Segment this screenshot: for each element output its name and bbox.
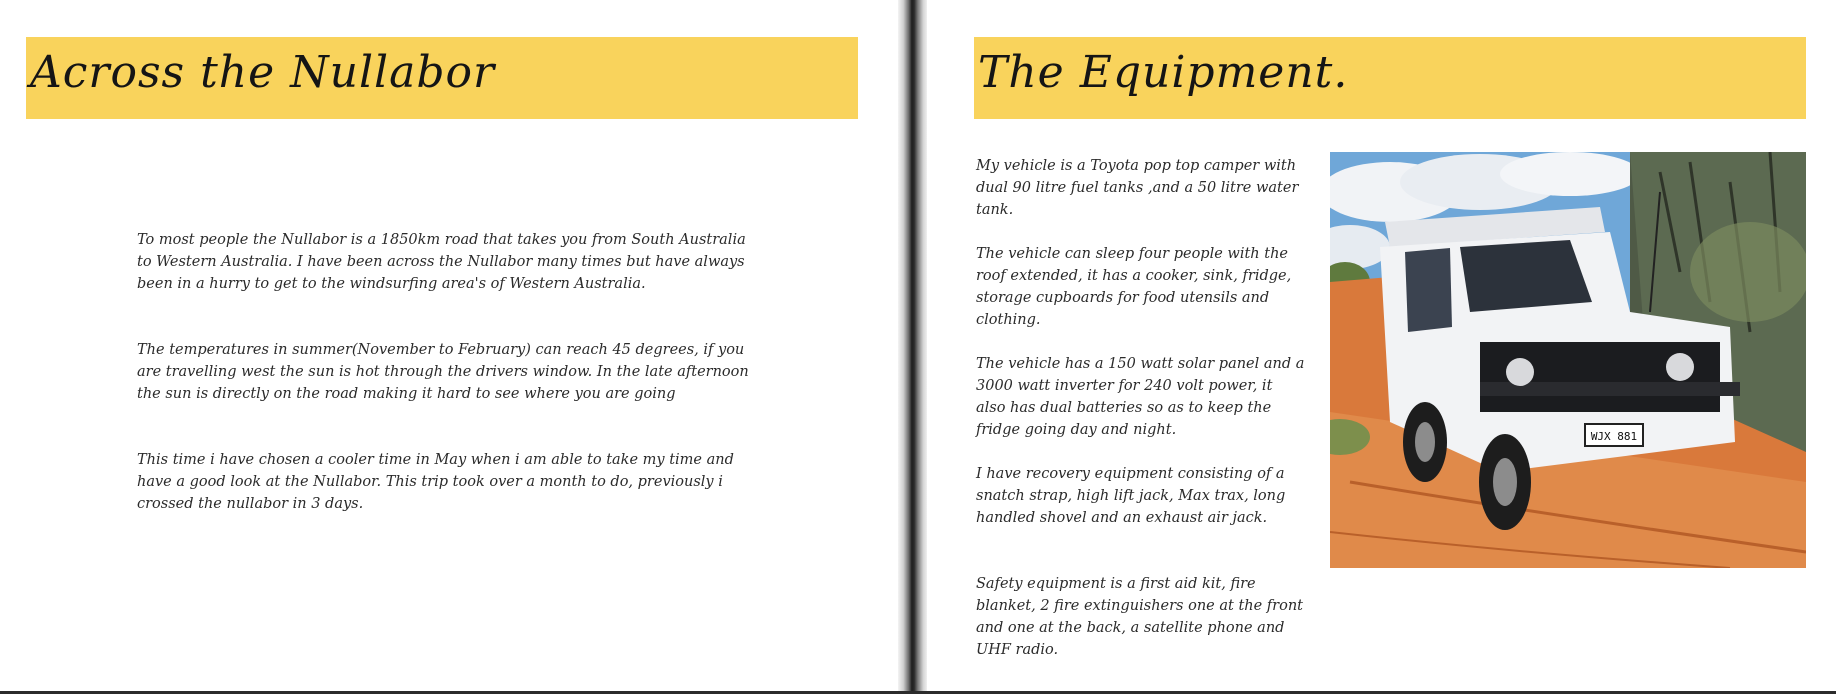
left-paragraph-2: The temperatures in summer(November to February) can reach 45 degrees, if you are travelling west the sun is hot through the drivers window. In the late afternoon the sun is directly on the road making it hard to see where you are going — [137, 342, 749, 402]
toyota-camper-photo — [1330, 152, 1806, 568]
book-spine — [898, 0, 928, 694]
right-title-band — [974, 37, 1806, 119]
right-paragraph-4: I have recovery equipment consisting of a snatch strap, high lift jack, Max trax, long handled shovel and an exhaust air jack. — [976, 466, 1286, 526]
left-page-title: Across the Nullabor — [30, 47, 496, 98]
left-page — [0, 0, 900, 691]
right-page — [927, 0, 1836, 691]
right-paragraph-2: The vehicle can sleep four people with the roof extended, it has a cooker, sink, fridge, storage cupboards for food utensils and clothing. — [976, 246, 1292, 328]
right-page-title: The Equipment. — [978, 47, 1349, 98]
right-paragraph-1: My vehicle is a Toyota pop top camper with dual 90 litre fuel tanks ,and a 50 litre water tank. — [976, 158, 1299, 218]
left-paragraph-3: This time i have chosen a cooler time in May when i am able to take my time and have a good look at the Nullabor. This trip took over a month to do, previously i crossed the nullabor in 3 days. — [137, 452, 734, 512]
left-paragraph-1: To most people the Nullabor is a 1850km road that takes you from South Australia to Western Australia. I have been across the Nullabor many times but have always been in a hurry to get to the windsurfing area's of Western Australia. — [137, 232, 746, 292]
license-plate: WJX 881 — [1590, 430, 1638, 443]
right-paragraph-3: The vehicle has a 150 watt solar panel and a 3000 watt inverter for 240 volt power, it also has dual batteries so as to keep the fridge going day and night. — [976, 356, 1305, 438]
left-title-band — [26, 37, 858, 119]
right-paragraph-5: Safety equipment is a first aid kit, fire blanket, 2 fire extinguishers one at the front and one at the back, a satellite phone and UHF radio. — [976, 576, 1303, 658]
